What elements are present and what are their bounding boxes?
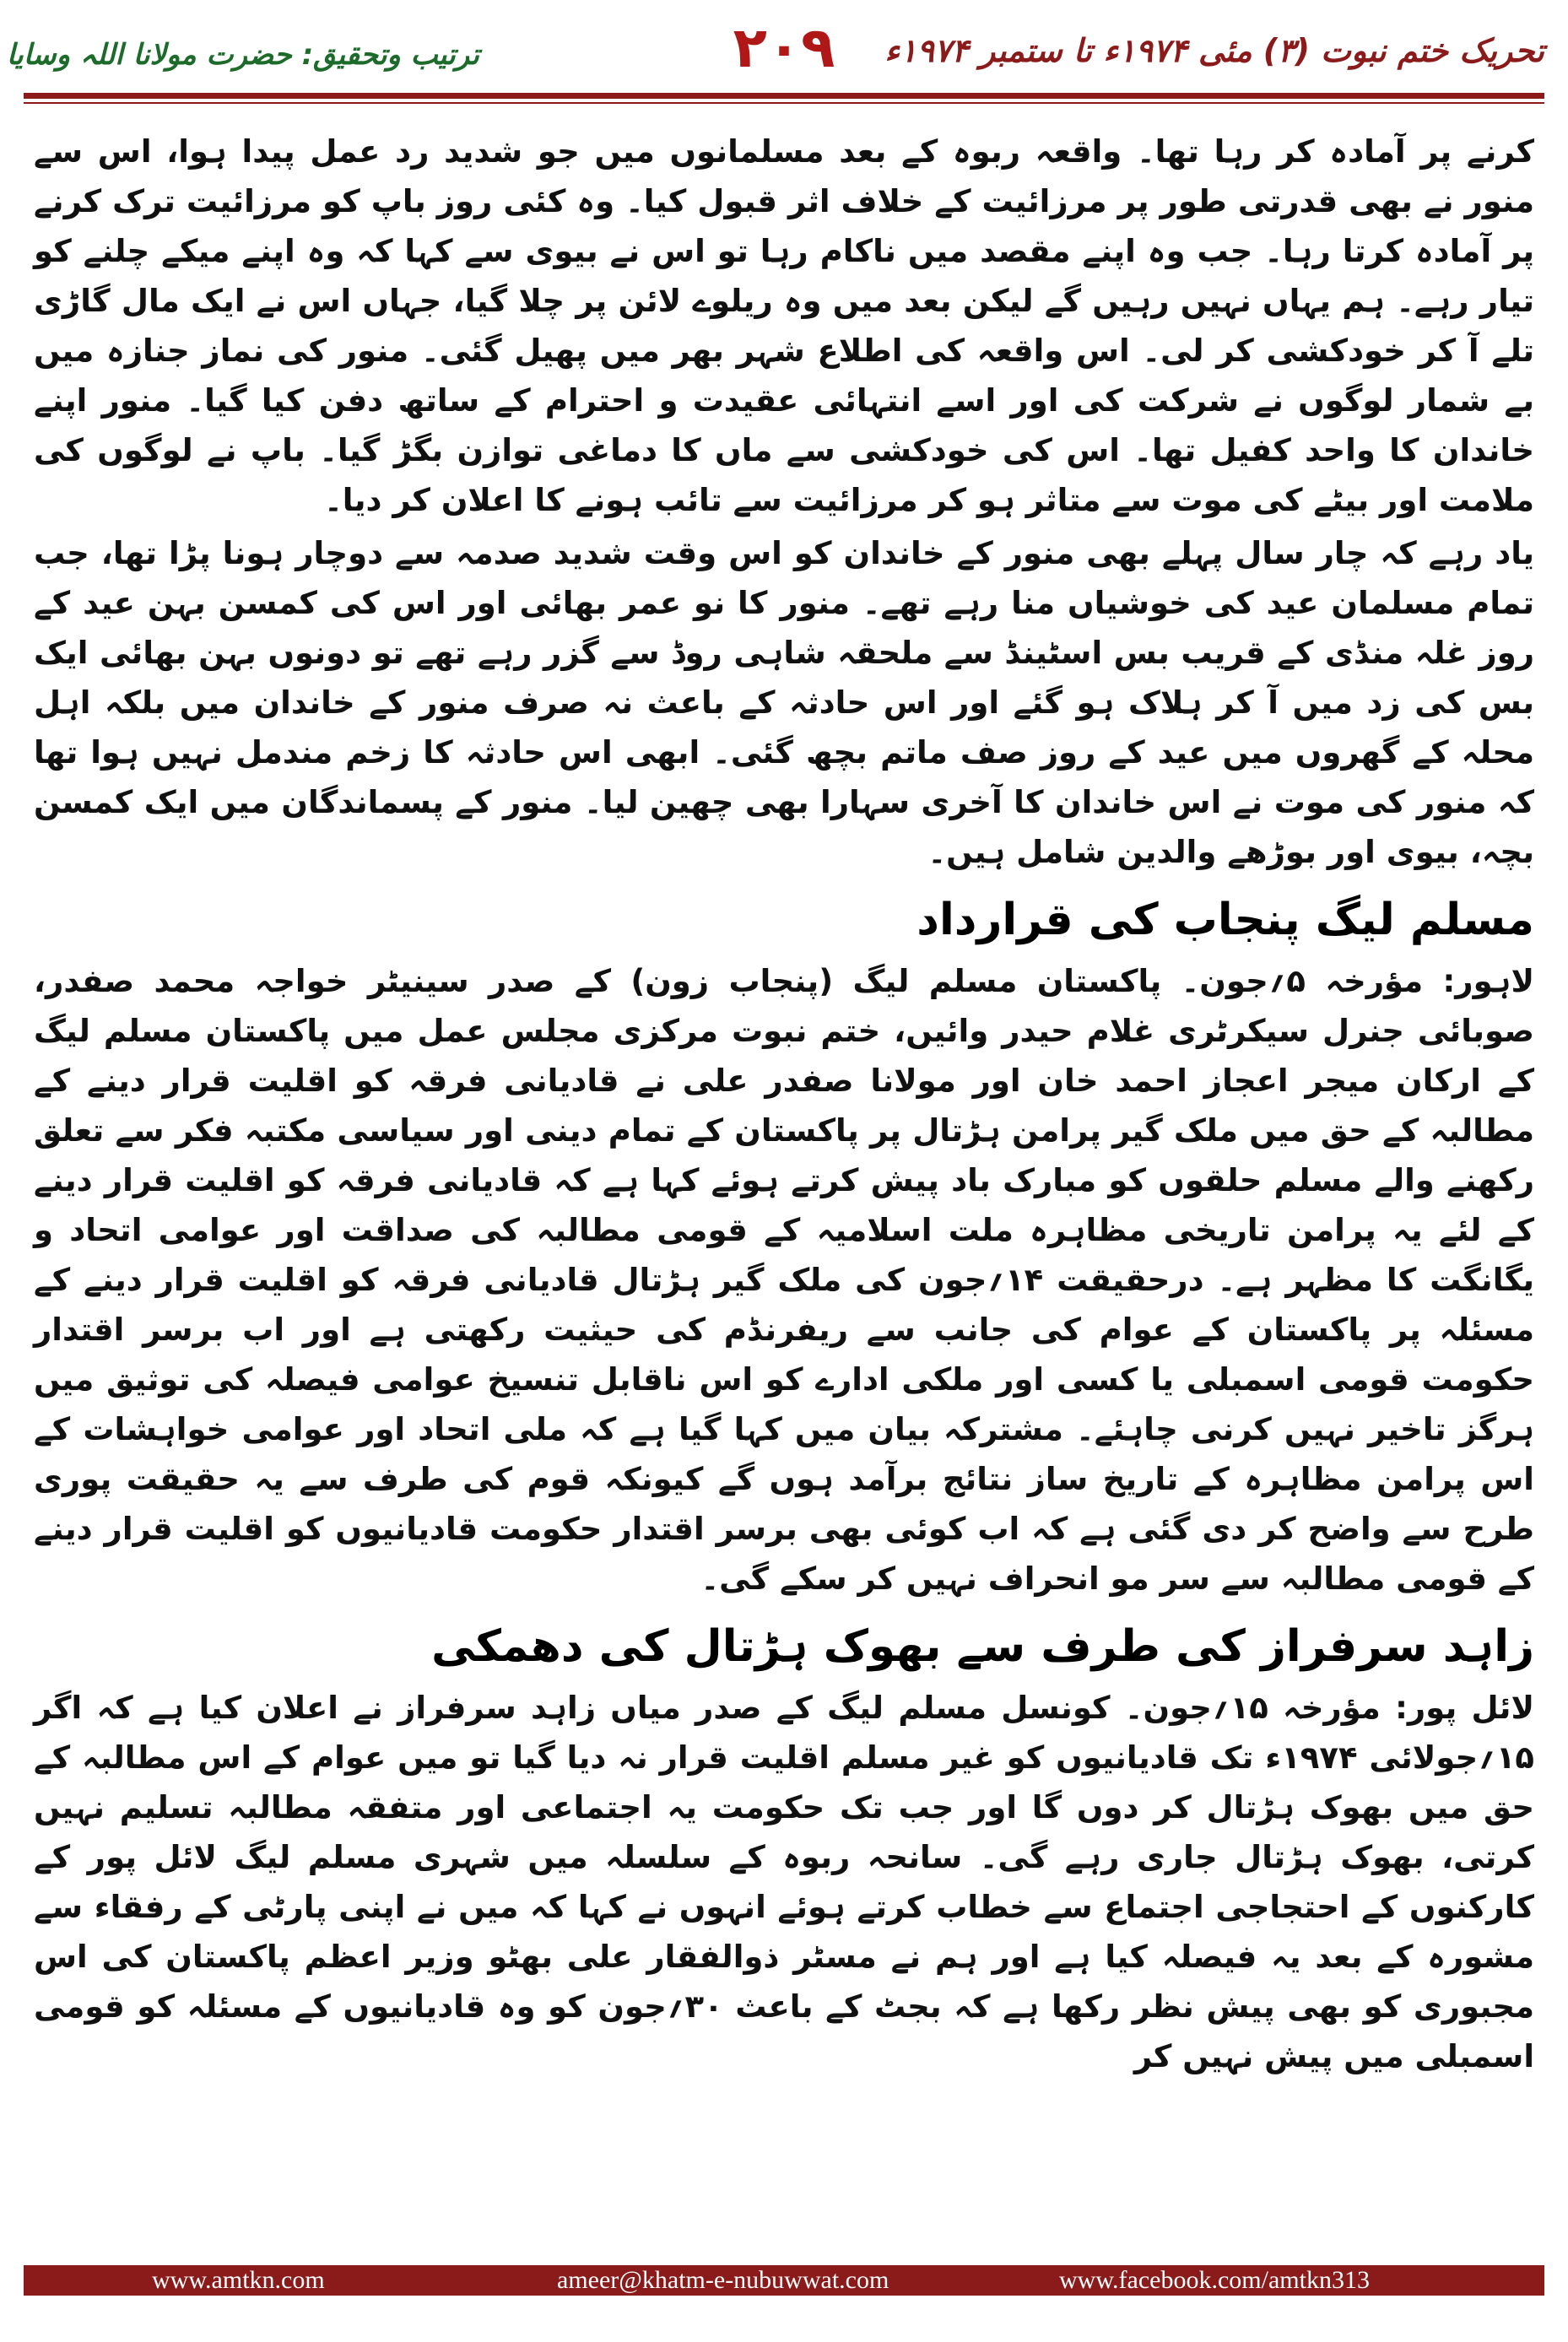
article-body [34, 127, 1534, 2085]
compiler-credit: ترتیب وتحقیق: حضرت مولانا اللہ وسایا [6, 38, 479, 72]
page-footer [0, 2255, 1568, 2342]
email-link[interactable]: ameer@khatm-e-nubuwwat.com [557, 2266, 889, 2294]
header-divider [24, 93, 1544, 99]
header-divider-thin [24, 102, 1544, 104]
paragraph-muslim-league-resolution: لاہور: مؤرخہ ۵؍جون۔ پاکستان مسلم لیگ (پنجاب زون) کے صدر سینیٹر خواجہ محمد صفدر، صوبائی جنرل سیکرٹری غلام حیدر وائیں، ختم نبوت مرکزی مجلس عمل میں پاکستان مسلم لیگ کے ارکان میجر اعجاز احمد خان اور مولانا صفدر علی نے قادیانی فرقہ کو اقلیت قرار دینے کے مطالبہ کے حق میں ملک گیر پرامن ہڑتال پر پاکستان کے تمام دینی اور سیاسی مکتبہ فکر سے تعلق رکھنے والے مسلم حلقوں کو مبارک باد پیش کرتے ہوئے کہا ہے کہ قادیانی فرقہ کو اقلیت قرار دینے کے لئے یہ پرامن تاریخی مظاہرہ ملت اسلامیہ کے قومی مطالبہ کی صداقت اور عوامی اتحاد و یگانگت کا مظہر ہے۔ درحقیقت ۱۴؍جون کی ملک گیر ہڑتال قادیانی فرقہ کو اقلیت قرار دینے کے مسئلہ پر پاکستان کے عوام کی جانب سے ریفرنڈم کی حیثیت رکھتی ہے اور اب برسر اقتدار حکومت قومی اسمبلی یا کسی اور ملکی ادارے کو اس ناقابل تنسیخ عوامی فیصلہ کی توثیق میں ہرگز تاخیر نہیں کرنی چاہئے۔ مشترکہ بیان میں کہا گیا ہے کہ ملی اتحاد اور عوامی خواہشات کے اس پرامن مظاہرہ کے تاریخ ساز نتائج برآمد ہوں گے کیونکہ قوم کی طرف سے یہ حقیقت پوری طرح سے واضح کر دی گئی ہے کہ اب کوئی بھی برسر اقتدار حکومت قادیانیوں کو اقلیت قرار دینے کے قومی مطالبہ سے سر مو انحراف نہیں کر سکے گی۔ [34, 963, 1534, 1597]
page-number: ۲۰۹ [733, 15, 835, 80]
facebook-link[interactable]: www.facebook.com/amtkn313 [1059, 2266, 1370, 2294]
section-heading-muslim-league-resolution: مسلم لیگ پنجاب کی قرارداد [916, 895, 1534, 945]
paragraph-family-tragedy: یاد رہے کہ چار سال پہلے بھی منور کے خاندان کو اس وقت شدید صدمہ سے دوچار ہونا پڑا تھا، جب تمام مسلمان عید کی خوشیاں منا رہے تھے۔ منور کا نو عمر بھائی اور اس کی کمسن بہن عید کے روز غلہ منڈی کے قریب بس اسٹینڈ سے ملحقہ شاہی روڈ سے گزر رہے تھے تو دونوں بہن بھائی ایک بس کی زد میں آ کر ہلاک ہو گئے اور اس حادثہ کے باعث نہ صرف منور کے خاندان میں بلکہ اہل محلہ کے گھروں میں عید کے روز صف ماتم بچھ گئی۔ ابھی اس حادثہ کا زخم مندمل نہیں ہوا تھا کہ منور کی موت نے اس خاندان کا آخری سہارا بھی چھین لیا۔ منور کے پسماندگان میں ایک کمسن بچہ، بیوی اور بوڑھے والدین شامل ہیں۔ [34, 535, 1534, 870]
page-header [0, 0, 1568, 127]
paragraph-munawar-suicide: کرنے پر آمادہ کر رہا تھا۔ واقعہ ربوہ کے بعد مسلمانوں میں جو شدید رد عمل پیدا ہوا، اس سے منور نے بھی قدرتی طور پر مرزائیت کے خلاف اثر قبول کیا۔ وہ کئی روز باپ کو مرزائیت ترک کرنے پر آمادہ کرتا رہا۔ جب وہ اپنے مقصد میں ناکام رہا تو اس نے بیوی سے کہا کہ وہ اپنے میکے چلنے کو تیار رہے۔ ہم یہاں نہیں رہیں گے لیکن بعد میں وہ ریلوے لائن پر چلا گیا، جہاں اس نے ایک مال گاڑی تلے آ کر خودکشی کر لی۔ اس واقعہ کی اطلاع شہر بھر میں پھیل گئی۔ منور کی نماز جنازہ میں بے شمار لوگوں نے شرکت کی اور اسے انتہائی عقیدت و احترام کے ساتھ دفن کیا گیا۔ منور اپنے خاندان کا واحد کفیل تھا۔ اس کی خودکشی سے ماں کا دماغی توازن بگڑ گیا۔ باپ نے لوگوں کی ملامت اور بیٹے کی موت سے متاثر ہو کر مرزائیت سے تائب ہونے کا اعلان کر دیا۔ [34, 133, 1534, 518]
series-title: تحریک ختم نبوت (۳) مئی ۱۹۷۴ء تا ستمبر ۱۹۷۴ء [884, 32, 1544, 69]
website-link[interactable]: www.amtkn.com [152, 2266, 325, 2294]
section-heading-hunger-strike-threat: زاہد سرفراز کی طرف سے بھوک ہڑتال کی دھمکی [431, 1621, 1534, 1672]
paragraph-hunger-strike-threat: لائل پور: مؤرخہ ۱۵؍جون۔ کونسل مسلم لیگ کے صدر میاں زاہد سرفراز نے اعلان کیا ہے کہ اگر ۱۵؍جولائی ۱۹۷۴ء تک قادیانیوں کو غیر مسلم اقلیت قرار نہ دیا گیا تو میں عوام کے اس مطالبہ کے حق میں بھوک ہڑتال کر دوں گا اور جب تک حکومت یہ اجتماعی اور متفقہ مطالبہ تسلیم نہیں کرتی، بھوک ہڑتال جاری رہے گی۔ سانحہ ربوہ کے سلسلہ میں شہری مسلم لیگ لائل پور کے کارکنوں کے احتجاجی اجتماع سے خطاب کرتے ہوئے انہوں نے کہا کہ میں نے اپنی پارٹی کے رفقاء سے مشورہ کے بعد یہ فیصلہ کیا ہے اور ہم نے مسٹر ذوالفقار علی بھٹو وزیر اعظم پاکستان کی اس مجبوری کو بھی پیش نظر رکھا ہے کہ بجٹ کے باعث ۳۰؍جون کو وہ قادیانیوں کے مسئلہ کو قومی اسمبلی میں پیش نہیں کر [34, 1690, 1535, 2074]
